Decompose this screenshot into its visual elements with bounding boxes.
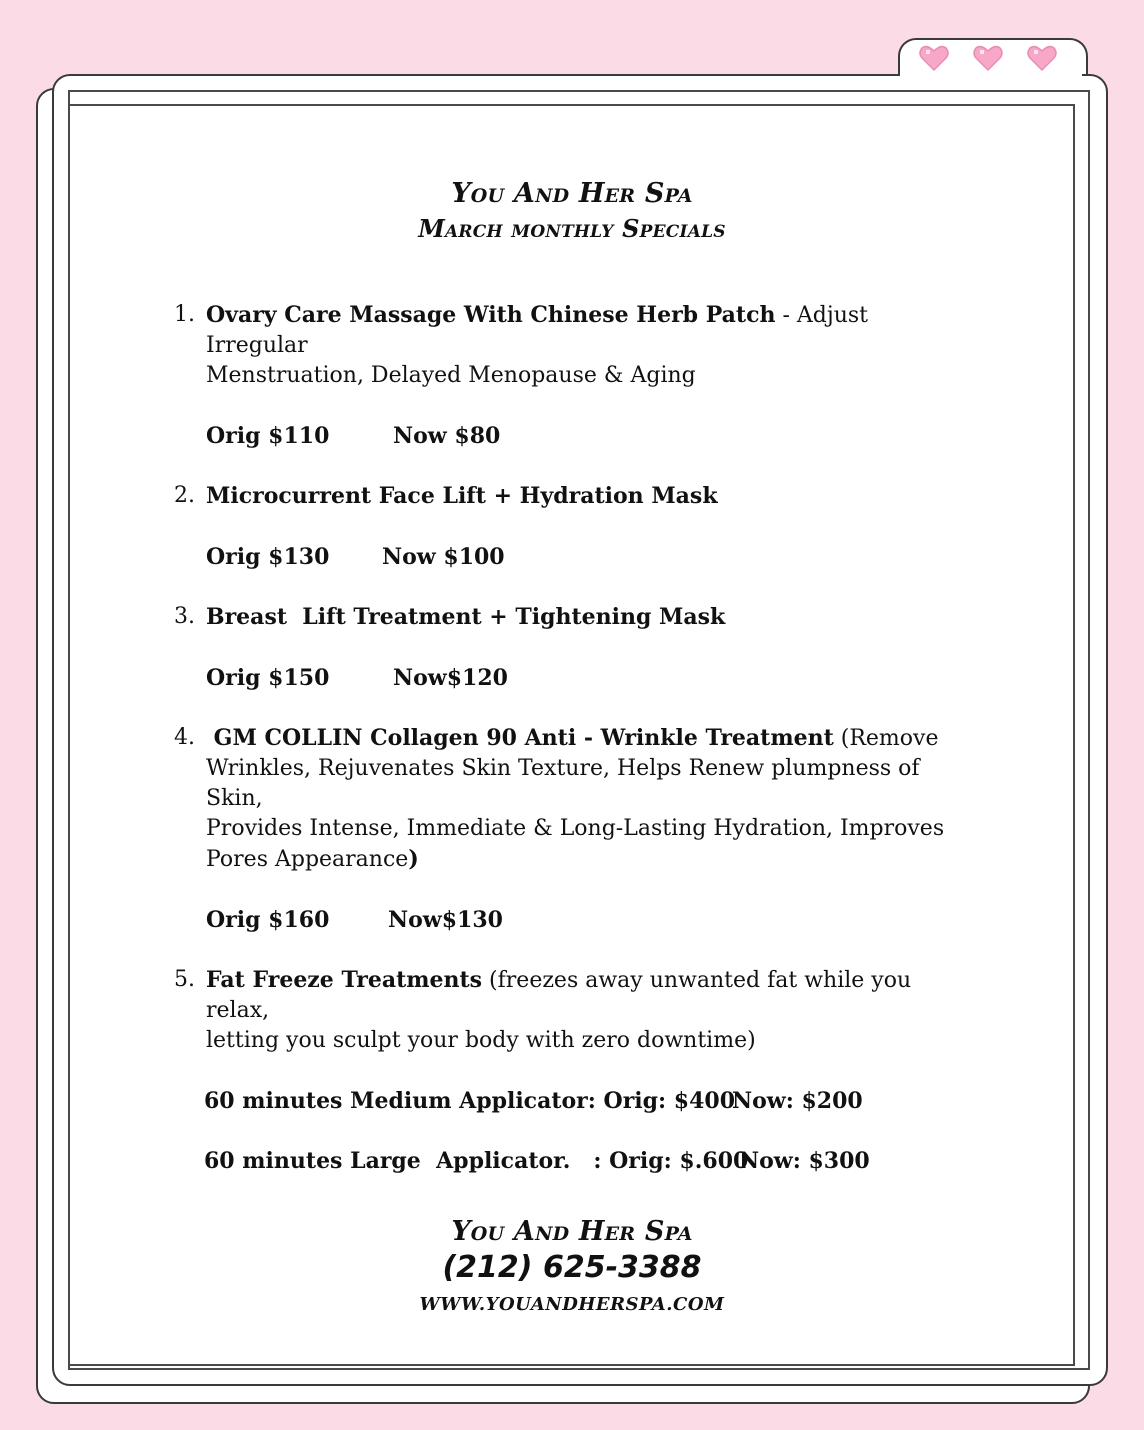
list-item (174, 723, 964, 875)
item-name: Fat Freeze Treatments (206, 967, 483, 993)
item-number: 5. (174, 967, 195, 992)
item-desc: Provides Intense, Immediate & Long-Lasting Hydration, Improves (206, 816, 945, 841)
item-name: GM COLLIN Collagen 90 Anti - Wrinkle Treatment (206, 725, 834, 751)
orig-price: Orig $110 (206, 423, 330, 449)
item-desc: Pores Appearance (206, 847, 409, 872)
heart-icon (918, 42, 950, 74)
spa-title: You And Her Spa (451, 178, 693, 209)
item-desc: (Remove (833, 726, 939, 751)
item-number: 3. (174, 604, 195, 629)
list-item (174, 300, 964, 391)
item-desc: Wrinkles, Rejuvenates Skin Texture, Helps Renew plumpness of Skin, (206, 756, 920, 811)
item-number: 1. (174, 302, 195, 327)
price-row (174, 542, 964, 572)
hearts-row (918, 42, 1058, 74)
item-desc-close: ) (408, 846, 419, 872)
item-name: Ovary Care Massage With Chinese Herb Patch (206, 302, 776, 328)
list-item (174, 602, 964, 633)
list-item (174, 481, 964, 512)
price-row (174, 663, 964, 693)
item-desc: - Adjust Irregular (206, 303, 869, 358)
orig-price: Orig $150 (206, 665, 330, 691)
price-row (174, 1146, 964, 1176)
now-price: Now: $200 (732, 1088, 863, 1114)
orig-price: Orig $160 (206, 907, 330, 933)
now-price: Now$120 (393, 665, 508, 691)
specials-list (174, 300, 964, 1176)
item-number: 2. (174, 483, 195, 508)
item-name: Microcurrent Face Lift + Hydration Mask (206, 483, 718, 509)
item-number: 4. (174, 725, 195, 750)
price-row (174, 1086, 964, 1116)
footer-website[interactable]: WWW.YOUANDHERSPA.COM (419, 1294, 725, 1315)
item-desc: letting you sculpt your body with zero downtime) (206, 1028, 756, 1053)
heart-icon (1026, 42, 1058, 74)
item-desc: Menstruation, Delayed Menopause & Aging (206, 363, 696, 388)
orig-price: Orig $130 (206, 544, 330, 570)
option-price: 60 minutes Medium Applicator: Orig: $400 (204, 1088, 736, 1114)
price-row (174, 905, 964, 935)
item-name: Breast Lift Treatment + Tightening Mask (206, 604, 726, 630)
footer-phone[interactable]: (212) 625-3388 (442, 1250, 702, 1285)
heart-icon (972, 42, 1004, 74)
item-desc: (freezes away unwanted fat while you relax, (206, 968, 912, 1023)
price-row (174, 421, 964, 451)
now-price: Now $80 (393, 423, 501, 449)
now-price: Now $100 (382, 544, 505, 570)
specials-subtitle: March monthly Specials (418, 214, 726, 243)
footer-spa-name: You And Her Spa (451, 1216, 693, 1247)
now-price: Now$130 (388, 907, 503, 933)
now-price: Now: $300 (739, 1148, 870, 1174)
list-item (174, 965, 964, 1056)
option-price: 60 minutes Large Applicator. : Orig: $.600 (204, 1148, 749, 1174)
